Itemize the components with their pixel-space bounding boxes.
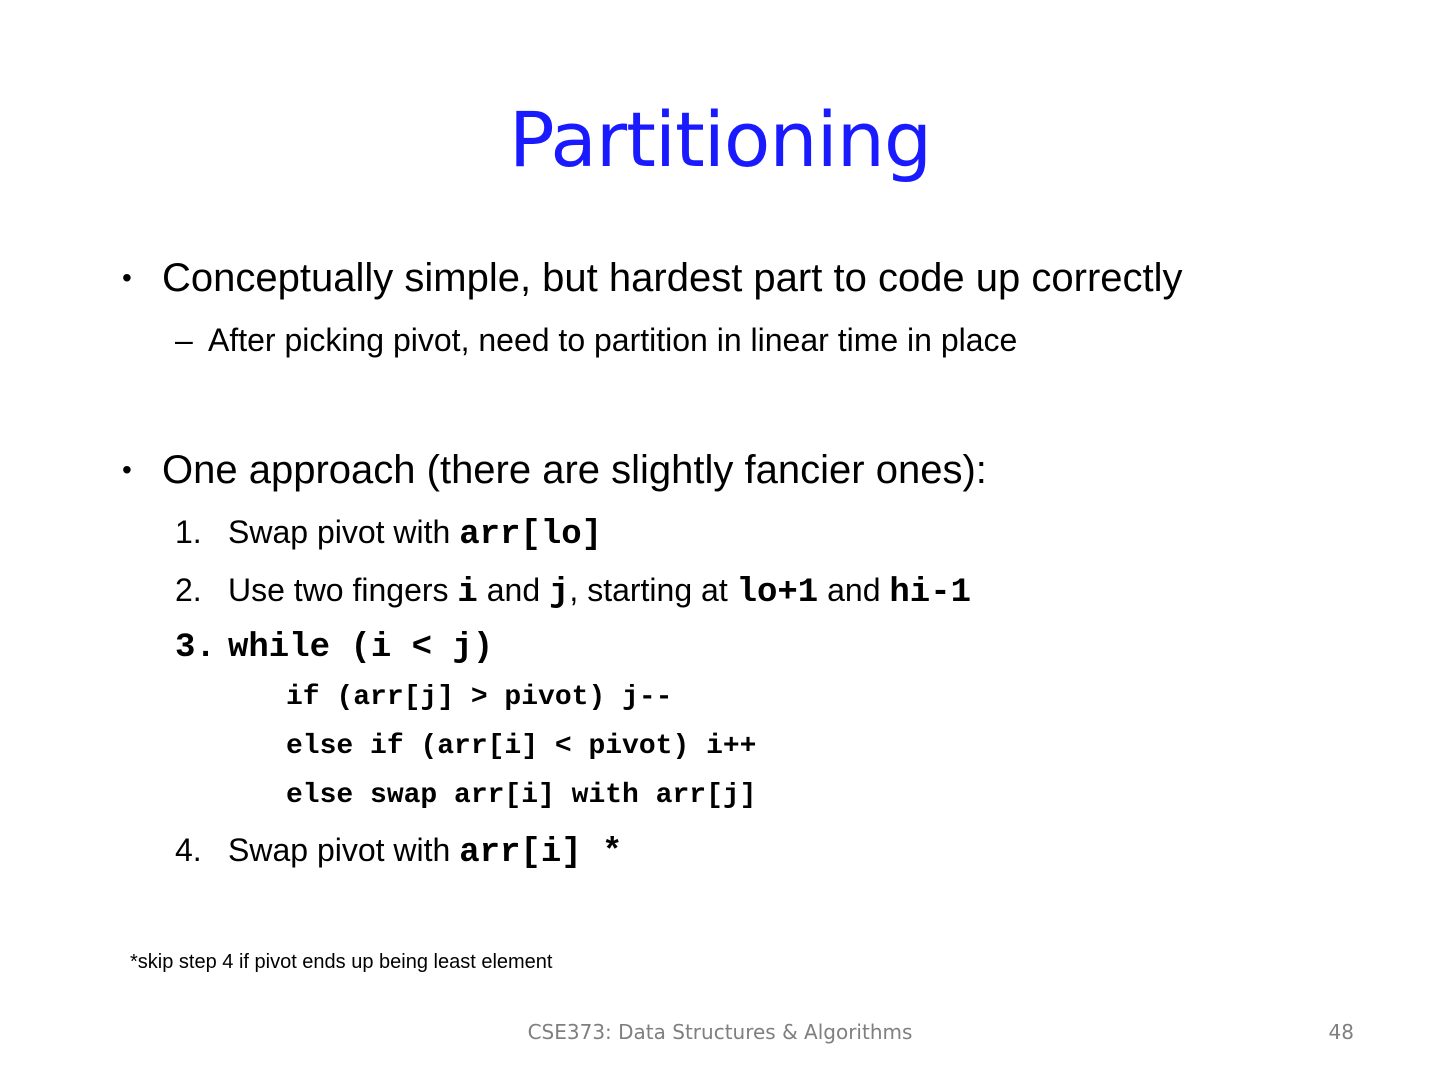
step-3 xyxy=(175,628,493,668)
step-1-text: Swap pivot with xyxy=(228,514,460,550)
dash-glyph: – xyxy=(175,322,193,358)
step-2-number: 2. xyxy=(175,572,202,608)
bullet-2 xyxy=(122,446,987,498)
sub-bullet-1-text: After picking pivot, need to partition in linear time in place xyxy=(208,322,1018,358)
step-4 xyxy=(175,830,622,873)
bullet-1-text: Conceptually simple, but hardest part to code up correctly xyxy=(162,256,1183,300)
step-2-text-1: Use two fingers xyxy=(228,572,458,608)
bullet-glyph: • xyxy=(122,262,132,293)
bullet-1 xyxy=(122,254,1183,306)
step-2-code-hi: hi-1 xyxy=(889,574,972,612)
step-2-code-j: j xyxy=(549,574,570,612)
bullet-glyph: • xyxy=(122,454,132,485)
step-2-text-2: and xyxy=(477,572,549,608)
step-2-text-3: , starting at xyxy=(569,572,737,608)
code-line-2: else if (arr[i] < pivot) i++ xyxy=(286,731,757,762)
step-4-code: arr[i] * xyxy=(459,834,623,872)
step-2 xyxy=(175,570,971,613)
step-1-code: arr[lo] xyxy=(459,516,603,554)
step-1-number: 1. xyxy=(175,514,202,550)
footnote: *skip step 4 if pivot ends up being least element xyxy=(130,951,553,973)
step-4-text: Swap pivot with xyxy=(228,832,460,868)
sub-bullet-1 xyxy=(175,320,1017,360)
code-line-3: else swap arr[i] with arr[j] xyxy=(286,780,757,811)
footer-course-title: CSE373: Data Structures & Algorithms xyxy=(527,1020,913,1044)
bullet-2-text: One approach (there are slightly fancier ones): xyxy=(162,448,987,492)
step-4-number: 4. xyxy=(175,832,202,868)
page-number: 48 xyxy=(1328,1020,1354,1044)
step-3-code: while (i < j) xyxy=(228,629,494,667)
step-2-text-4: and xyxy=(818,572,890,608)
step-2-code-i: i xyxy=(457,574,478,612)
step-3-number: 3. xyxy=(175,629,216,667)
step-2-code-lo: lo+1 xyxy=(736,574,819,612)
step-1 xyxy=(175,512,602,555)
slide-title: Partitioning xyxy=(508,95,932,184)
code-line-1: if (arr[j] > pivot) j-- xyxy=(286,682,673,713)
